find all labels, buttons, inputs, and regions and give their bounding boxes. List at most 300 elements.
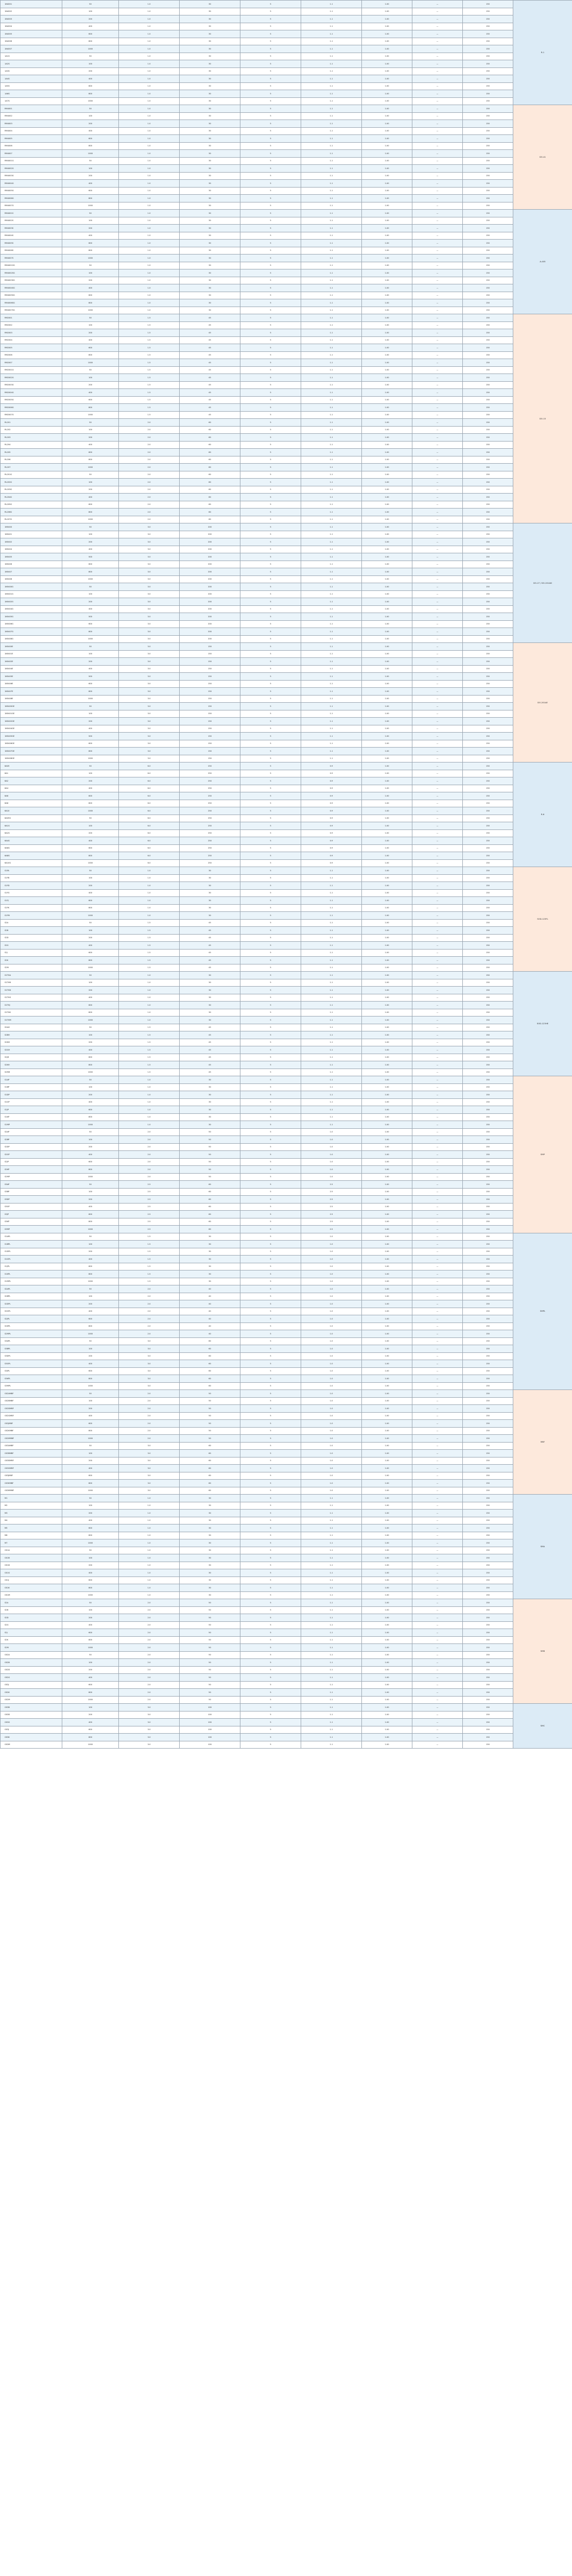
table-row [1, 1315, 572, 1323]
spec-cell: 1.00 [362, 366, 412, 374]
spec-cell: 1.00 [362, 1098, 412, 1106]
spec-cell: 150 [463, 1554, 513, 1562]
spec-cell: 1.0 [119, 97, 180, 105]
spec-cell: 1.00 [362, 1061, 412, 1069]
spec-cell: — [412, 60, 463, 68]
table-row [1, 404, 572, 412]
spec-cell: 150 [463, 82, 513, 90]
spec-cell: 600 [62, 82, 119, 90]
spec-cell: 1.00 [362, 829, 412, 837]
spec-cell: 2.0 [119, 1599, 180, 1607]
spec-cell: 1.00 [362, 1121, 412, 1129]
spec-cell: 5 [240, 1181, 301, 1189]
spec-cell: 1.0 [119, 1009, 180, 1016]
spec-cell: 1.00 [362, 755, 412, 762]
spec-cell: 5 [240, 1196, 301, 1204]
spec-cell: 1.00 [362, 665, 412, 673]
spec-cell: 100 [62, 1031, 119, 1039]
spec-cell: 200 [62, 1039, 119, 1046]
spec-cell: — [412, 1367, 463, 1375]
part-number-cell: RL203G [1, 486, 62, 494]
spec-cell: 1.1 [301, 1113, 362, 1121]
spec-cell: 150 [463, 777, 513, 785]
spec-cell: 150 [463, 1278, 513, 1285]
spec-cell: 5 [240, 889, 301, 897]
spec-cell: 1.00 [362, 53, 412, 60]
part-number-cell: S2DPL [1, 1300, 62, 1308]
table-row [1, 777, 572, 785]
part-number-cell: S2AP [1, 1128, 62, 1136]
table-row [1, 1241, 572, 1248]
spec-cell: 5 [240, 800, 301, 807]
spec-cell: 1.00 [362, 1337, 412, 1345]
spec-cell: 1.00 [362, 904, 412, 912]
spec-cell: 5 [240, 329, 301, 337]
spec-cell: — [412, 583, 463, 591]
spec-cell: 5 [240, 1621, 301, 1629]
spec-cell: 5 [240, 837, 301, 845]
part-number-cell: S1FD [1, 882, 62, 890]
spec-cell: 250 [180, 859, 240, 867]
spec-cell: 1.0 [119, 1002, 180, 1009]
spec-cell: 100 [62, 770, 119, 777]
spec-cell: 150 [180, 748, 240, 755]
spec-cell: — [412, 23, 463, 30]
package-cell: R-6 [513, 762, 572, 867]
spec-cell: 150 [463, 1181, 513, 1189]
part-number-cell: RM4004G [1, 180, 62, 188]
spec-cell: 3.0 [119, 605, 180, 613]
spec-cell: 1000 [62, 635, 119, 643]
spec-cell: 200 [180, 620, 240, 628]
table-row [1, 800, 572, 807]
part-number-cell: RM4006S [1, 247, 62, 255]
part-number-cell: RM4004 [1, 127, 62, 135]
spec-cell: — [412, 67, 463, 75]
spec-cell: 600 [62, 449, 119, 456]
spec-cell: 150 [463, 1031, 513, 1039]
spec-cell: 600 [62, 949, 119, 957]
spec-cell: 2.0 [119, 494, 180, 501]
part-number-cell: S2BP [1, 1136, 62, 1144]
spec-cell: 150 [463, 441, 513, 449]
part-number-cell: 1N4007 [1, 45, 62, 53]
spec-cell: 1.00 [362, 456, 412, 464]
spec-cell: — [412, 628, 463, 636]
spec-cell: 150 [463, 927, 513, 935]
spec-cell: 1.5 [119, 919, 180, 927]
spec-cell: 1.00 [362, 1427, 412, 1435]
spec-cell: 50 [180, 1606, 240, 1614]
spec-cell: 1.1 [301, 1031, 362, 1039]
spec-cell: 50 [180, 1166, 240, 1174]
spec-cell: 1.1 [301, 1704, 362, 1711]
spec-cell: 600 [62, 1629, 119, 1637]
spec-cell: 0.9 [301, 822, 362, 830]
spec-cell: 150 [463, 509, 513, 516]
spec-cell: 3.0 [119, 718, 180, 725]
part-number-cell: S2JPL [1, 1315, 62, 1323]
table-row [1, 1711, 572, 1719]
spec-cell: 6.0 [119, 785, 180, 792]
spec-cell: 150 [463, 269, 513, 277]
spec-cell: 1.00 [362, 1674, 412, 1682]
spec-cell: 150 [463, 1151, 513, 1159]
spec-cell: 5 [240, 1046, 301, 1054]
spec-cell: — [412, 695, 463, 703]
spec-cell: 150 [463, 494, 513, 501]
spec-cell: 30 [180, 897, 240, 905]
spec-cell: 1.00 [362, 82, 412, 90]
spec-cell: 5 [240, 568, 301, 576]
table-row [1, 1696, 572, 1704]
spec-cell: 1.00 [362, 1039, 412, 1046]
part-number-cell: 1A4G [1, 75, 62, 83]
table-row [1, 60, 572, 68]
spec-cell: 150 [463, 1076, 513, 1084]
spec-cell: 1.00 [362, 590, 412, 598]
spec-cell: 1.0 [119, 1569, 180, 1577]
spec-cell: 3.0 [119, 1457, 180, 1465]
table-row [1, 1517, 572, 1524]
spec-cell: — [412, 553, 463, 561]
spec-cell: 1.1 [301, 590, 362, 598]
spec-cell: 150 [463, 262, 513, 269]
spec-cell: 1.0 [301, 1435, 362, 1443]
spec-cell: 1.00 [362, 1308, 412, 1315]
spec-cell: 1.1 [301, 688, 362, 696]
spec-cell: 45 [180, 381, 240, 389]
spec-cell: 1.00 [362, 1233, 412, 1241]
spec-cell: 150 [463, 1719, 513, 1726]
spec-cell: — [412, 292, 463, 299]
spec-cell: 50 [180, 1629, 240, 1637]
spec-cell: 40 [180, 1293, 240, 1300]
table-row [1, 45, 572, 53]
spec-cell: — [412, 1181, 463, 1189]
spec-cell: 30 [180, 217, 240, 225]
table-row [1, 531, 572, 538]
spec-cell: — [412, 351, 463, 359]
package-cell: SOD-123HE [513, 972, 572, 1076]
spec-cell: 50 [62, 1285, 119, 1293]
spec-cell: 5 [240, 494, 301, 501]
spec-cell: 5 [240, 859, 301, 867]
spec-cell: 100 [180, 1719, 240, 1726]
table-row [1, 874, 572, 882]
part-number-cell: 1N5406G [1, 620, 62, 628]
spec-cell: 150 [463, 449, 513, 456]
spec-cell: 5 [240, 643, 301, 651]
part-number-cell: 6A05G [1, 815, 62, 822]
spec-cell: — [412, 1323, 463, 1330]
spec-cell: 5 [240, 538, 301, 546]
spec-cell: — [412, 464, 463, 471]
table-row [1, 1375, 572, 1383]
spec-cell: 5 [240, 770, 301, 777]
spec-cell: — [412, 620, 463, 628]
spec-cell: — [412, 1517, 463, 1524]
spec-cell: 800 [62, 456, 119, 464]
table-row [1, 1173, 572, 1181]
spec-cell: 5 [240, 755, 301, 762]
spec-cell: 50 [180, 1158, 240, 1166]
spec-cell: 150 [463, 897, 513, 905]
part-number-cell: RM4003S [1, 225, 62, 232]
table-row [1, 792, 572, 800]
spec-cell: — [412, 1, 463, 8]
spec-cell: 30 [180, 165, 240, 173]
table-row [1, 1382, 572, 1390]
spec-cell: 150 [463, 419, 513, 427]
spec-cell: 45 [180, 404, 240, 412]
spec-cell: — [412, 1233, 463, 1241]
spec-cell: 200 [62, 1143, 119, 1151]
spec-cell: 1.0 [119, 8, 180, 15]
table-row [1, 1599, 572, 1607]
part-number-cell: M1 [1, 1495, 62, 1502]
table-row [1, 509, 572, 516]
spec-cell: 1.1 [301, 897, 362, 905]
table-row [1, 859, 572, 867]
spec-cell: 3.0 [119, 1360, 180, 1368]
spec-cell: 5 [240, 718, 301, 725]
spec-cell: 150 [463, 1741, 513, 1749]
spec-cell: 3.0 [119, 1711, 180, 1719]
spec-cell: — [412, 949, 463, 957]
spec-cell: 800 [62, 142, 119, 150]
table-row [1, 620, 572, 628]
part-number-cell: S2A [1, 919, 62, 927]
spec-cell: 5 [240, 1397, 301, 1405]
spec-cell: 600 [62, 561, 119, 568]
part-number-cell: RM4003 [1, 120, 62, 128]
spec-cell: 1.00 [362, 464, 412, 471]
spec-cell: 3.0 [119, 1480, 180, 1487]
spec-cell: 1.0 [301, 1278, 362, 1285]
spec-cell: 1.1 [301, 874, 362, 882]
table-row [1, 673, 572, 681]
table-row [1, 613, 572, 621]
spec-cell: 150 [463, 785, 513, 792]
spec-cell: — [412, 650, 463, 658]
spec-cell: 1.00 [362, 807, 412, 815]
spec-cell: 1.00 [362, 673, 412, 681]
spec-cell: 150 [463, 546, 513, 553]
spec-cell: 150 [463, 844, 513, 852]
spec-cell: 1.1 [301, 1098, 362, 1106]
spec-cell: 1.00 [362, 1539, 412, 1547]
part-number-cell: 1N5407G [1, 628, 62, 636]
spec-cell: 5 [240, 225, 301, 232]
spec-cell: — [412, 770, 463, 777]
spec-cell: 3.0 [119, 755, 180, 762]
spec-cell: 1.00 [362, 1741, 412, 1749]
spec-cell: 1.00 [362, 1614, 412, 1622]
spec-cell: 50 [180, 1435, 240, 1443]
spec-cell: 5 [240, 1674, 301, 1682]
spec-cell: 200 [62, 1614, 119, 1622]
table-row [1, 979, 572, 987]
spec-cell: 5 [240, 605, 301, 613]
table-row [1, 1263, 572, 1270]
spec-cell: 5 [240, 740, 301, 748]
spec-cell: — [412, 1606, 463, 1614]
table-row [1, 748, 572, 755]
spec-cell: 5 [240, 1218, 301, 1226]
table-row [1, 97, 572, 105]
part-number-cell: S1MPL [1, 1278, 62, 1285]
spec-cell: 1.1 [301, 449, 362, 456]
table-row [1, 628, 572, 636]
spec-cell: — [412, 1196, 463, 1204]
spec-cell: 1.00 [362, 605, 412, 613]
spec-cell: 1.1 [301, 165, 362, 173]
spec-cell: 5 [240, 852, 301, 860]
spec-cell: 150 [463, 583, 513, 591]
spec-cell: — [412, 210, 463, 217]
table-row [1, 284, 572, 292]
spec-cell: 150 [463, 404, 513, 412]
part-number-cell: M6 [1, 1532, 62, 1539]
spec-cell: 150 [463, 1510, 513, 1517]
spec-cell: 150 [463, 1016, 513, 1024]
spec-cell: 1.00 [362, 411, 412, 419]
spec-cell: 30 [180, 1113, 240, 1121]
table-row [1, 1128, 572, 1136]
spec-cell: 1.1 [301, 225, 362, 232]
spec-cell: 2.0 [119, 441, 180, 449]
table-row [1, 949, 572, 957]
part-number-cell: S3JP [1, 1211, 62, 1218]
spec-cell: 400 [62, 1465, 119, 1472]
spec-cell: 150 [463, 396, 513, 404]
spec-cell: 1.1 [301, 1554, 362, 1562]
spec-cell: 1.1 [301, 112, 362, 120]
spec-cell: 1000 [62, 1069, 119, 1076]
spec-cell: 30 [180, 240, 240, 247]
table-row [1, 471, 572, 479]
spec-cell: 1.1 [301, 605, 362, 613]
spec-cell: 60 [180, 449, 240, 456]
part-number-cell: S1KPL [1, 1270, 62, 1278]
spec-cell: 1000 [62, 1435, 119, 1443]
spec-cell: 2.0 [119, 479, 180, 486]
spec-cell: 1.0 [119, 1517, 180, 1524]
spec-cell: — [412, 97, 463, 105]
spec-cell: — [412, 829, 463, 837]
spec-cell: — [412, 404, 463, 412]
spec-cell: — [412, 240, 463, 247]
spec-cell: 1.00 [362, 942, 412, 950]
spec-cell: 1.5 [119, 964, 180, 972]
spec-cell: — [412, 336, 463, 344]
spec-cell: 30 [180, 1091, 240, 1099]
spec-cell: 150 [463, 553, 513, 561]
part-number-cell: M5 [1, 1524, 62, 1532]
spec-cell: 2.5 [301, 1181, 362, 1189]
spec-cell: 150 [463, 1136, 513, 1144]
spec-cell: 800 [62, 852, 119, 860]
spec-cell: 1.5 [119, 957, 180, 964]
spec-cell: — [412, 426, 463, 434]
spec-cell: — [412, 1390, 463, 1398]
spec-cell: 1.5 [119, 381, 180, 389]
spec-cell: 5 [240, 1270, 301, 1278]
spec-cell: 150 [463, 187, 513, 195]
spec-cell: 150 [463, 1689, 513, 1697]
spec-cell: 30 [180, 1121, 240, 1129]
spec-cell: 5 [240, 987, 301, 994]
spec-cell: 150 [180, 718, 240, 725]
spec-cell: 1.1 [301, 1524, 362, 1532]
spec-cell: — [412, 1681, 463, 1689]
spec-cell: 1.00 [362, 964, 412, 972]
spec-cell: 1.00 [362, 1241, 412, 1248]
spec-cell: 2.0 [119, 1285, 180, 1293]
spec-cell: 600 [62, 680, 119, 688]
spec-cell: 1.1 [301, 1539, 362, 1547]
part-number-cell: S3AP [1, 1181, 62, 1189]
spec-cell: 150 [463, 1726, 513, 1734]
spec-cell: 50 [180, 1651, 240, 1659]
spec-cell: 1000 [62, 1487, 119, 1495]
spec-cell: 600 [62, 1472, 119, 1480]
table-row [1, 67, 572, 75]
table-row [1, 815, 572, 822]
spec-cell: 1000 [62, 1539, 119, 1547]
spec-cell: 30 [180, 8, 240, 15]
spec-cell: 1.00 [362, 389, 412, 397]
spec-cell: — [412, 1599, 463, 1607]
spec-cell: 5 [240, 269, 301, 277]
spec-cell: — [412, 874, 463, 882]
table-row [1, 135, 572, 143]
table-row [1, 8, 572, 15]
part-number-cell: S2DP [1, 1143, 62, 1151]
spec-cell: 30 [180, 180, 240, 188]
spec-cell: 5 [240, 590, 301, 598]
spec-cell: — [412, 247, 463, 255]
spec-cell: 150 [463, 1606, 513, 1614]
spec-cell: — [412, 344, 463, 352]
spec-cell: 5 [240, 314, 301, 322]
spec-cell: 5 [240, 1016, 301, 1024]
spec-cell: 400 [62, 942, 119, 950]
spec-cell: 1.5 [119, 329, 180, 337]
spec-cell: 1.1 [301, 60, 362, 68]
spec-cell: 1.1 [301, 97, 362, 105]
spec-cell: 1.00 [362, 725, 412, 733]
spec-cell: 0.9 [301, 792, 362, 800]
spec-cell: 5 [240, 1719, 301, 1726]
spec-cell: 600 [62, 501, 119, 509]
spec-cell: 500 [62, 733, 119, 740]
spec-cell: 1.1 [301, 695, 362, 703]
part-number-cell: S1GP [1, 1098, 62, 1106]
table-row [1, 1390, 572, 1398]
spec-cell: 1.00 [362, 1188, 412, 1196]
table-row [1, 1554, 572, 1562]
spec-cell: 600 [62, 396, 119, 404]
part-number-cell: 1N5404GE [1, 725, 62, 733]
spec-cell: 1.0 [119, 60, 180, 68]
part-number-cell: 6A2 [1, 777, 62, 785]
spec-cell: 400 [62, 23, 119, 30]
spec-cell: 3.0 [119, 1337, 180, 1345]
spec-cell: 45 [180, 1039, 240, 1046]
spec-cell: 800 [62, 904, 119, 912]
